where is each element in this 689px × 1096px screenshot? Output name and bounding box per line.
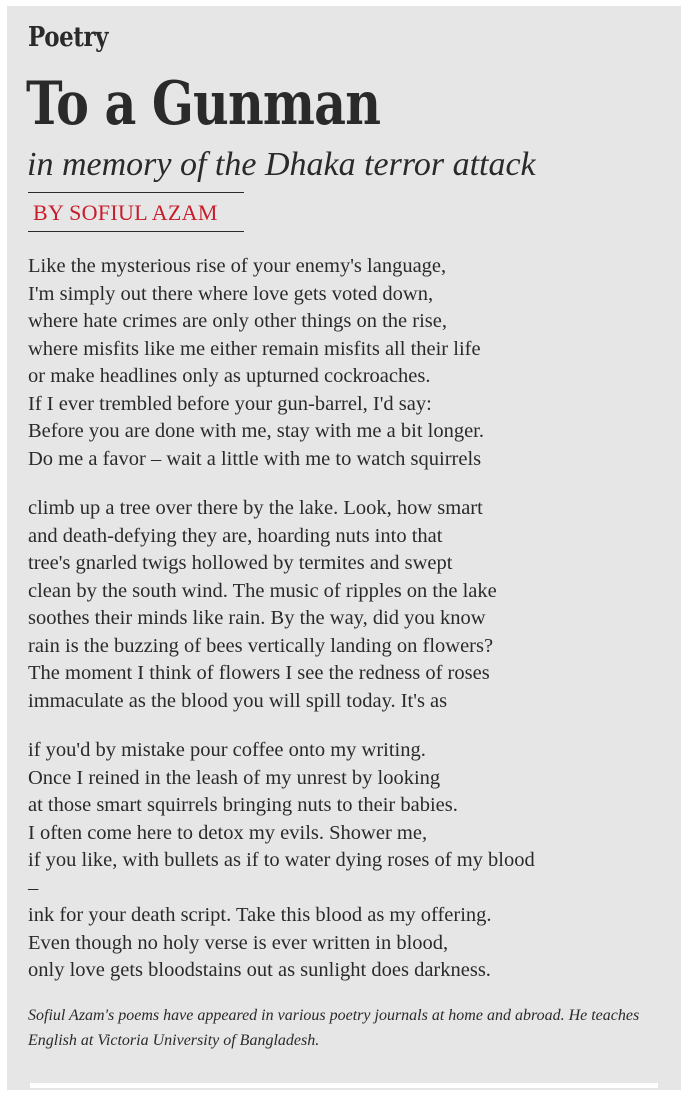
poem-title: To a Gunman: [26, 69, 381, 139]
byline-box: [28, 192, 244, 232]
poem-line: tree's gnarled twigs hollowed by termites and swept: [28, 552, 453, 574]
poem-body: [28, 253, 678, 1007]
poem-line: –: [28, 876, 39, 899]
poem-line: clean by the south wind. The music of ripples on the lake: [28, 579, 497, 602]
poem-line: If I ever trembled before your gun-barrel, I'd say:: [28, 392, 432, 415]
poem-line: immaculate as the blood you will spill today. It's as: [28, 689, 448, 712]
stanza-3: [28, 737, 678, 985]
poem-line: I often come here to detox my evils. Shower me,: [28, 821, 428, 844]
poem-line: and death-defying they are, hoarding nuts into that: [28, 524, 443, 547]
author-bio: Sofiul Azam's poems have appeared in various poetry journals at home and abroad. He teaches English at Victoria University of Bangladesh.: [28, 1007, 640, 1049]
stanza-2: [28, 495, 678, 715]
poem-line: climb up a tree over there by the lake. Look, how smart: [28, 497, 483, 519]
poem-line: I'm simply out there where love gets voted down,: [28, 282, 434, 305]
poem-subtitle: in memory of the Dhaka terror attack: [27, 146, 536, 183]
poem-line: at those smart squirrels bringing nuts to their babies.: [28, 794, 458, 816]
poem-line: rain is the buzzing of bees vertically landing on flowers?: [28, 634, 494, 657]
poem-line: if you'd by mistake pour coffee onto my writing.: [28, 739, 426, 761]
bottom-divider: [30, 1083, 658, 1088]
poem-line: or make headlines only as upturned cockroaches.: [28, 365, 431, 387]
poem-line: Like the mysterious rise of your enemy's language,: [28, 255, 447, 277]
byline: BY SOFIUL AZAM: [33, 200, 218, 225]
article-panel: [7, 6, 681, 1090]
poem-line: Do me a favor – wait a little with me to watch squirrels: [28, 447, 482, 470]
poem-line: Before you are done with me, stay with me a bit longer.: [28, 420, 485, 442]
poem-line: Once I reined in the leash of my unrest by looking: [28, 766, 441, 789]
poem-line: where hate crimes are only other things on the rise,: [28, 310, 447, 332]
poem-line: soothes their minds like rain. By the way, did you know: [28, 607, 486, 629]
section-label: Poetry: [28, 22, 109, 53]
poem-line: if you like, with bullets as if to water dying roses of my blood: [28, 849, 535, 871]
poem-line: Even though no holy verse is ever written in blood,: [28, 931, 449, 954]
poem-line: The moment I think of flowers I see the redness of roses: [28, 662, 490, 684]
poem-line: where misfits like me either remain misfits all their life: [28, 337, 481, 360]
poem-line: only love gets bloodstains out as sunlight does darkness.: [28, 959, 491, 981]
stanza-1: [28, 253, 678, 473]
poem-line: ink for your death script. Take this blood as my offering.: [28, 904, 492, 926]
